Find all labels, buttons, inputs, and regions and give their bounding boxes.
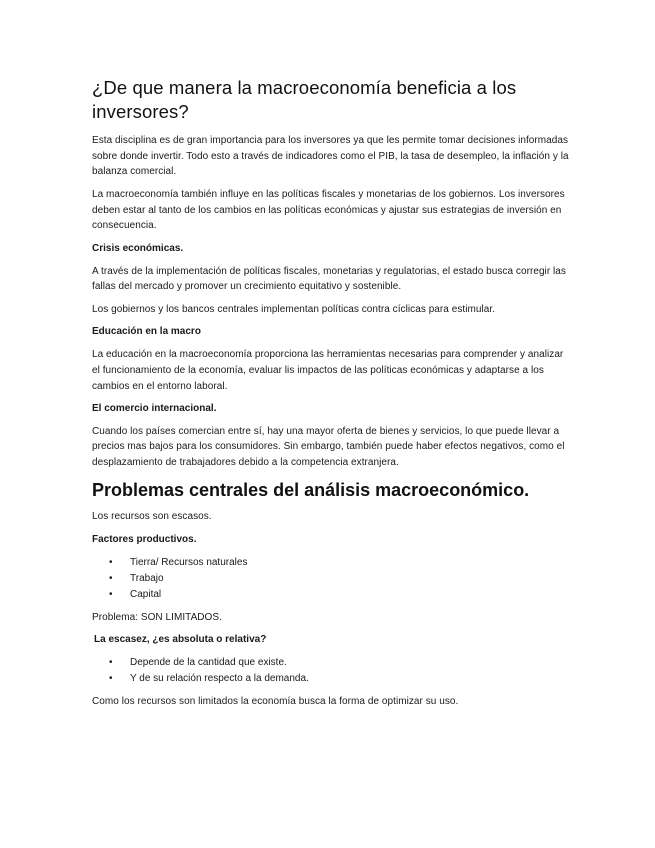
list-item: • Capital <box>92 587 572 603</box>
trade-subheading: El comercio internacional. <box>92 402 217 414</box>
list-item: • Tierra/ Recursos naturales <box>92 555 572 571</box>
education-paragraph: La educación en la macroeconomía proporciona las herramientas necesarias para comprender y analizar el funcionamiento de la economía, evaluar lis impactos de las políticas económicas y adaptarse a los cambios en el entorno laboral. <box>92 349 564 392</box>
scarcity-subheading: La escasez, ¿es absoluta o relativa? <box>94 633 267 645</box>
bullet-icon: • <box>109 656 113 668</box>
bullet-icon: • <box>109 672 113 684</box>
scarce-paragraph: Los recursos son escasos. <box>92 511 212 523</box>
factors-list <box>92 555 572 603</box>
education-subheading: Educación en la macro <box>92 326 201 338</box>
document-page <box>92 76 572 717</box>
list-item: • Trabajo <box>92 571 572 587</box>
conclusion-paragraph: Como los recursos son limitados la economía busca la forma de optimizar su uso. <box>92 695 459 707</box>
trade-paragraph: Cuando los países comercian entre sí, hay una mayor oferta de bienes y servicios, lo que puede llevar a precios mas bajos para los consumidores. Sin embargo, también puede haber efectos negativos, como el desplazamiento de trabajadores debido a la competencia extranjera. <box>92 425 565 468</box>
intro-paragraph: Esta disciplina es de gran importancia para los inversores ya que les permite tomar decisiones informadas sobre donde invertir. Todo esto a través de indicadores como el PIB, la tasa de desempleo, la inflación y la balanza comercial. <box>92 135 569 178</box>
bullet-icon: • <box>109 588 113 600</box>
bullet-icon: • <box>109 556 113 568</box>
section-title: Problemas centrales del análisis macroeconómico. <box>92 480 530 501</box>
bullet-icon: • <box>109 572 113 584</box>
crisis-subheading: Crisis económicas. <box>92 242 184 254</box>
crisis-paragraph-1: A través de la implementación de políticas fiscales, monetarias y regulatorias, el estado busca corregir las fallas del mercado y promover un crecimiento equitativo y sostenible. <box>92 265 566 293</box>
crisis-paragraph-2: Los gobiernos y los bancos centrales implementan políticas contra cíclicas para estimular. <box>92 304 496 316</box>
problem-paragraph: Problema: SON LIMITADOS. <box>92 611 222 623</box>
scarcity-list <box>92 655 572 687</box>
page-title: ¿De que manera la macroeconomía beneficia a los inversores? <box>92 77 517 122</box>
list-item: • Depende de la cantidad que existe. <box>92 655 572 671</box>
policies-paragraph: La macroeconomía también influye en las políticas fiscales y monetarias de los gobiernos. Los inversores deben estar al tanto de los cambios en las políticas económicas y ajustar sus estrategias de inversión en consecuencia. <box>92 189 565 232</box>
list-item: • Y de su relación respecto a la demanda. <box>92 671 572 687</box>
factors-subheading: Factores productivos. <box>92 533 197 545</box>
